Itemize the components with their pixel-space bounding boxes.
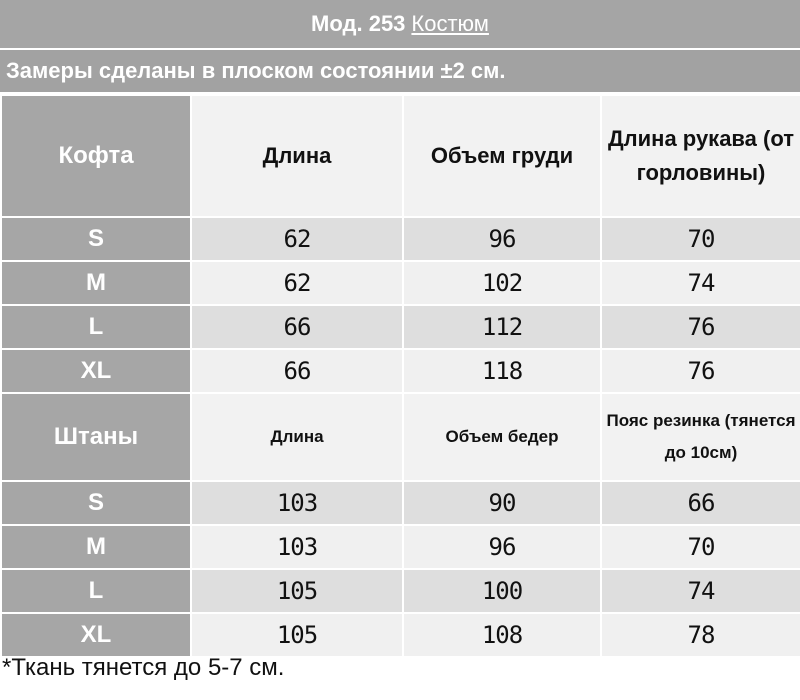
column-header: Длина	[191, 95, 403, 217]
table-row	[1, 349, 800, 393]
value-cell: 62	[191, 261, 403, 305]
value-cell: 62	[191, 217, 403, 261]
table-row	[1, 525, 800, 569]
top-section-label: Кофта	[1, 95, 191, 217]
model-label: Мод. 253	[311, 11, 406, 36]
column-header: Длина	[191, 393, 403, 481]
value-cell: 90	[403, 481, 601, 525]
size-label: L	[1, 569, 191, 613]
value-cell: 105	[191, 613, 403, 657]
value-cell: 102	[403, 261, 601, 305]
table-row	[1, 569, 800, 613]
size-label: XL	[1, 613, 191, 657]
value-cell: 103	[191, 525, 403, 569]
column-header: Объем груди	[403, 95, 601, 217]
product-link[interactable]: Костюм	[411, 11, 489, 36]
column-header: Объем бедер	[403, 393, 601, 481]
value-cell: 112	[403, 305, 601, 349]
value-cell: 74	[601, 261, 800, 305]
bottom-section-label: Штаны	[1, 393, 191, 481]
value-cell: 70	[601, 525, 800, 569]
table-row	[1, 261, 800, 305]
column-header: Пояс резинка (тянется до 10см)	[601, 393, 800, 481]
size-label: S	[1, 217, 191, 261]
size-label: M	[1, 525, 191, 569]
bottom-header-row	[1, 393, 800, 481]
title-bar	[0, 0, 800, 50]
size-label: XL	[1, 349, 191, 393]
value-cell: 103	[191, 481, 403, 525]
value-cell: 118	[403, 349, 601, 393]
size-label: M	[1, 261, 191, 305]
value-cell: 96	[403, 217, 601, 261]
top-header-row	[1, 95, 800, 217]
size-label: S	[1, 481, 191, 525]
column-header: Длина рукава (от горловины)	[601, 95, 800, 217]
table-row	[1, 217, 800, 261]
size-table	[0, 94, 800, 658]
table-row	[1, 481, 800, 525]
value-cell: 76	[601, 305, 800, 349]
value-cell: 96	[403, 525, 601, 569]
table-row	[1, 305, 800, 349]
measurement-note: Замеры сделаны в плоском состоянии ±2 см.	[0, 50, 800, 94]
value-cell: 74	[601, 569, 800, 613]
value-cell: 66	[601, 481, 800, 525]
value-cell: 76	[601, 349, 800, 393]
table-row	[1, 613, 800, 657]
size-label: L	[1, 305, 191, 349]
value-cell: 66	[191, 349, 403, 393]
value-cell: 105	[191, 569, 403, 613]
value-cell: 100	[403, 569, 601, 613]
value-cell: 70	[601, 217, 800, 261]
value-cell: 78	[601, 613, 800, 657]
value-cell: 66	[191, 305, 403, 349]
fabric-stretch-note: *Ткань тянется до 5-7 см.	[2, 654, 285, 681]
value-cell: 108	[403, 613, 601, 657]
